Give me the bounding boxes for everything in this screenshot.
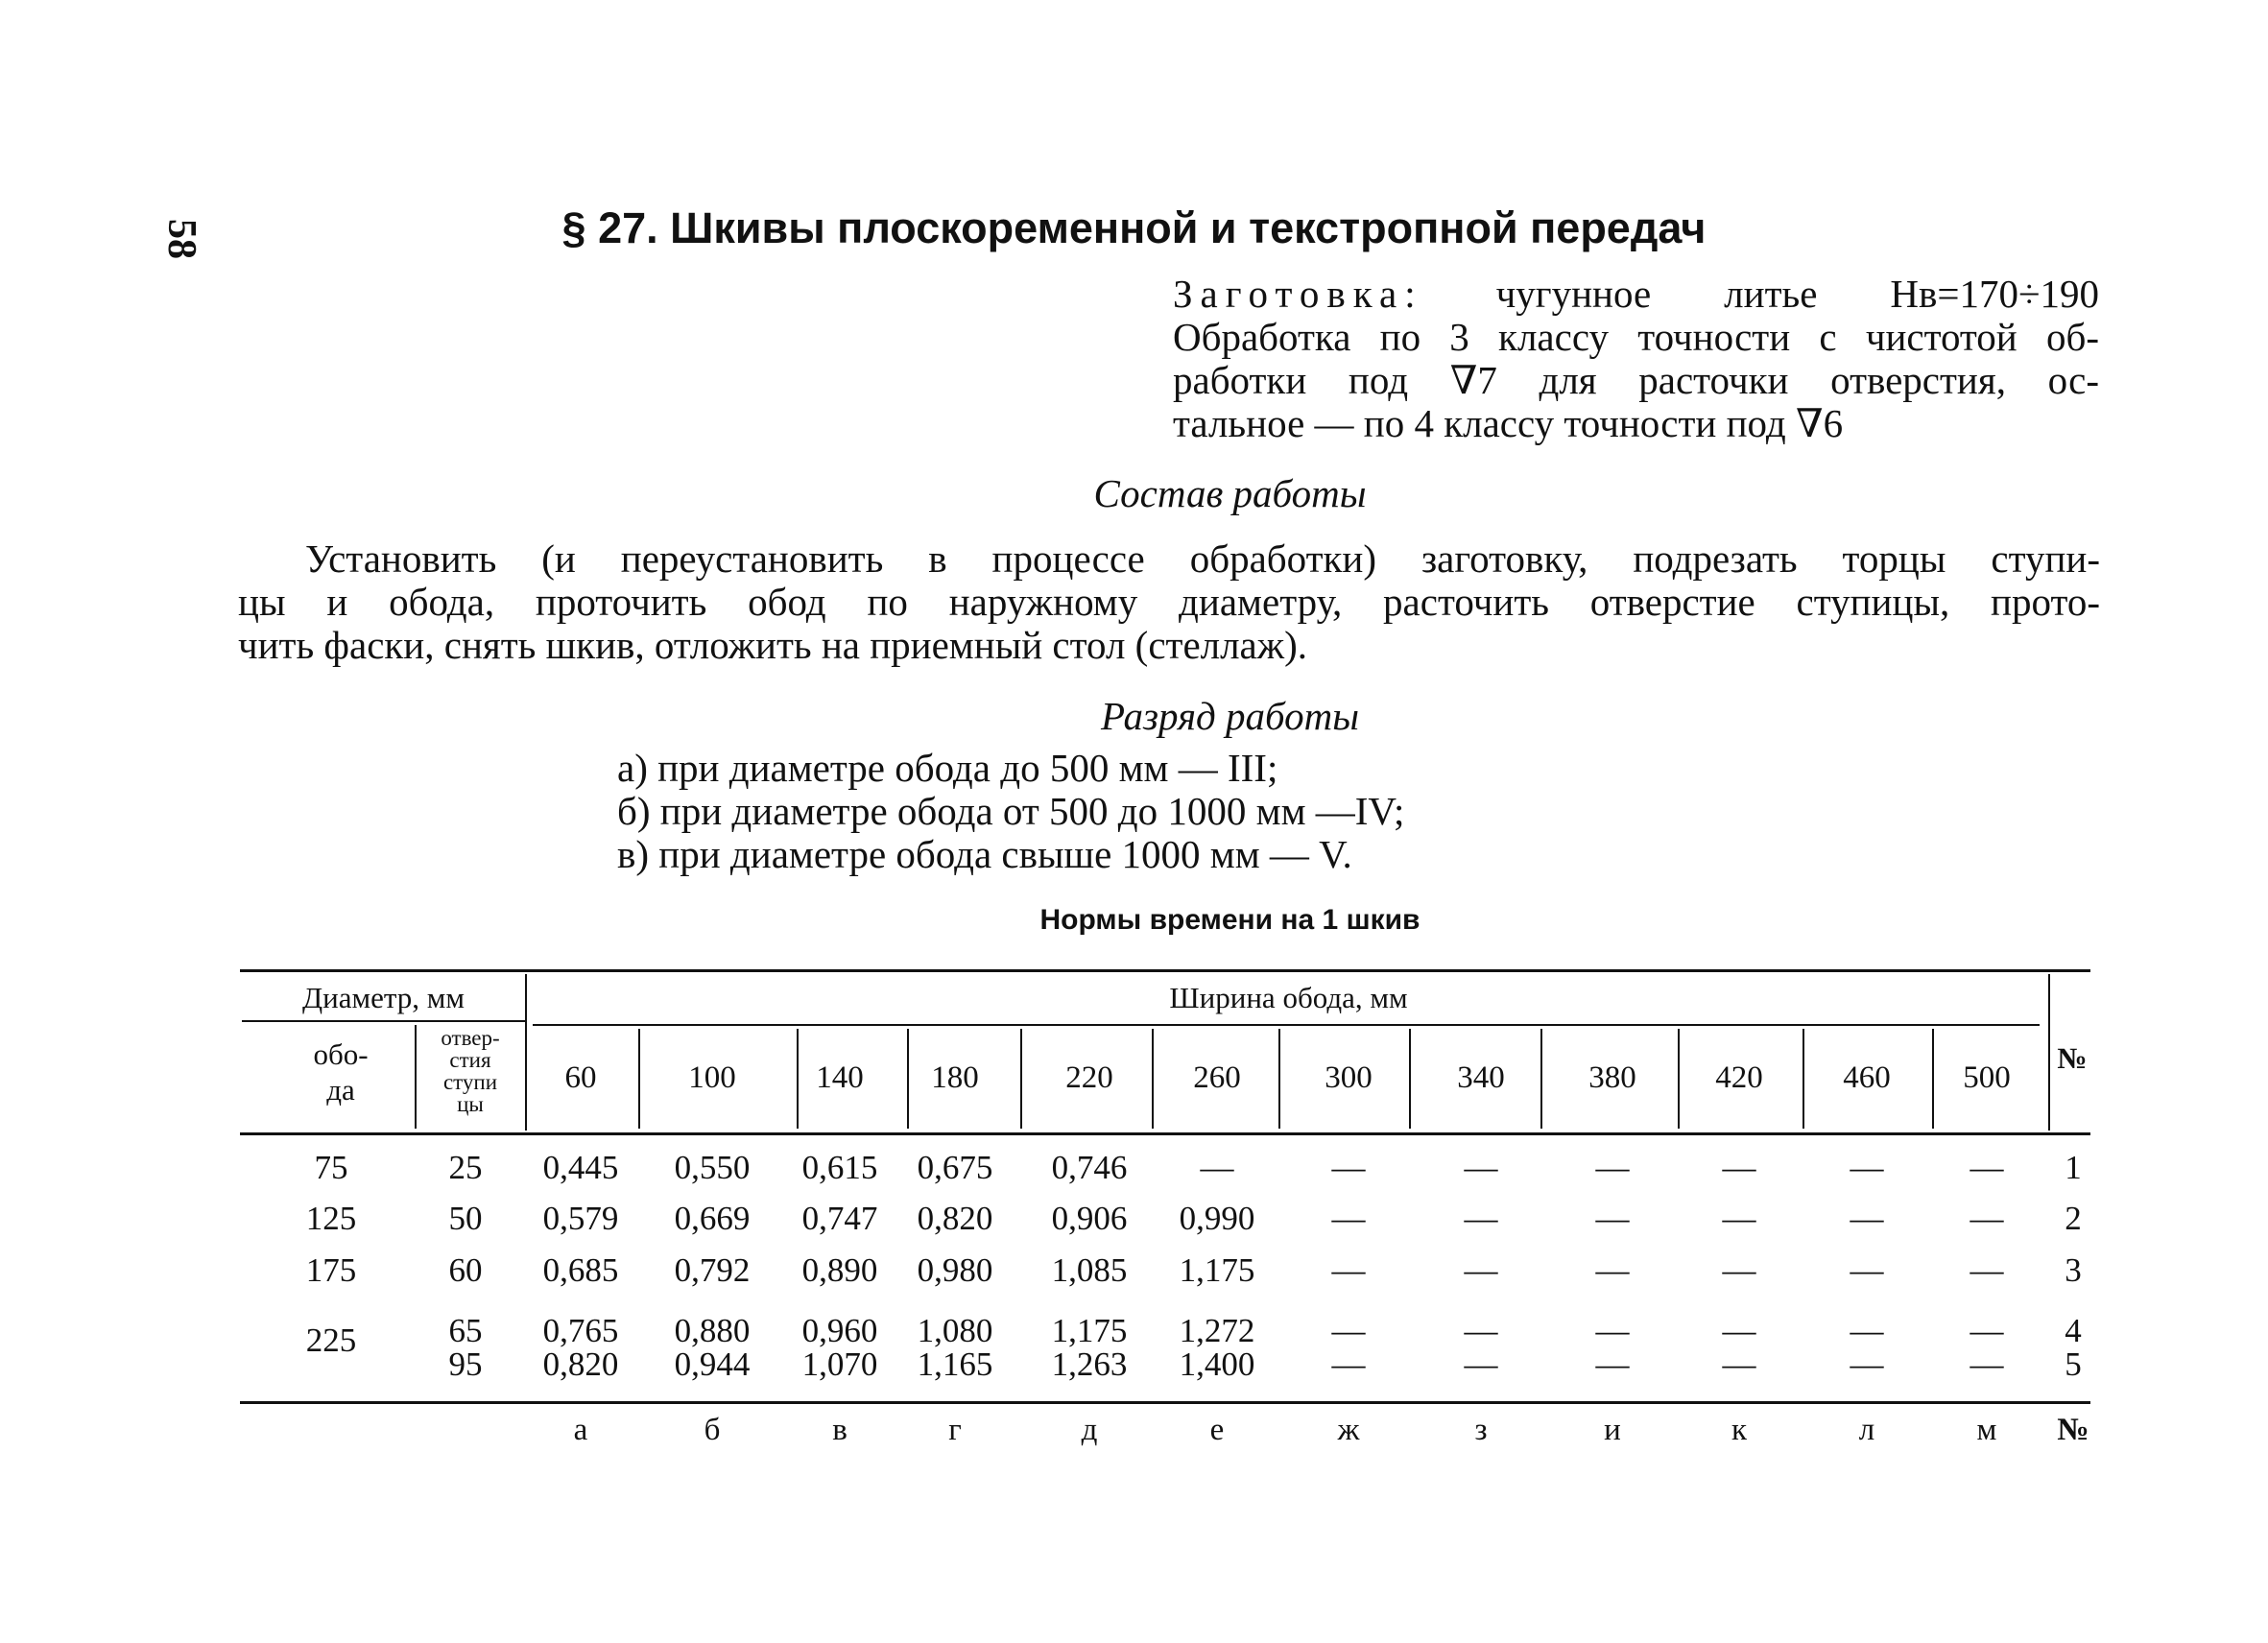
width-col-separator xyxy=(1540,1029,1542,1129)
norm-value: — xyxy=(1331,1149,1366,1186)
page-number: 58 xyxy=(159,219,203,259)
width-col-separator xyxy=(1409,1029,1411,1129)
work-line-1: Установить (и переустановить в процессе обработки) заготовку, подрезать торцы ступи- xyxy=(305,536,2100,581)
row-number: 1 xyxy=(2065,1149,2082,1186)
column-letter: ж xyxy=(1337,1413,1360,1447)
letters-number: № xyxy=(2057,1413,2089,1447)
row-number: 5 xyxy=(2065,1345,2082,1383)
hole-diameter: 65 xyxy=(448,1312,483,1349)
width-col-separator xyxy=(1802,1029,1804,1129)
width-500: 500 xyxy=(1963,1060,2011,1095)
width-140: 140 xyxy=(816,1060,864,1095)
row-number: 3 xyxy=(2065,1251,2082,1289)
norm-value: — xyxy=(1850,1251,1884,1289)
grade-item-a: а) при диаметре обода до 500 мм — III; xyxy=(617,746,1278,790)
rim-diameter: 175 xyxy=(305,1251,357,1289)
norm-value: 0,960 xyxy=(801,1312,878,1349)
norm-value: — xyxy=(1331,1312,1366,1349)
width-460: 460 xyxy=(1843,1060,1891,1095)
norm-value: 0,445 xyxy=(542,1149,619,1186)
width-220: 220 xyxy=(1065,1060,1113,1095)
norm-value: — xyxy=(1970,1149,2004,1186)
norm-value: 0,746 xyxy=(1051,1149,1128,1186)
width-260: 260 xyxy=(1193,1060,1241,1095)
norm-value: 1,272 xyxy=(1179,1312,1255,1349)
hole-header-1: отвер- xyxy=(441,1026,500,1050)
norm-value: — xyxy=(1970,1251,2004,1289)
norm-value: — xyxy=(1331,1345,1366,1383)
width-300: 300 xyxy=(1325,1060,1373,1095)
norm-value: — xyxy=(1970,1312,2004,1349)
norm-value: — xyxy=(1722,1200,1756,1237)
rim-diameter: 225 xyxy=(305,1322,357,1359)
width-col-separator xyxy=(1020,1029,1022,1129)
width-420: 420 xyxy=(1715,1060,1763,1095)
width-60: 60 xyxy=(564,1060,597,1095)
blank-text-1: чугунное литье Нв=170÷190 xyxy=(1495,272,2099,316)
table-title: Нормы времени на 1 шкив xyxy=(1039,904,1420,936)
rim-diameter: 125 xyxy=(305,1200,357,1237)
section-heading: § 27. Шкивы плоскоременной и текстропной передач xyxy=(561,203,1707,252)
norm-value: 0,880 xyxy=(674,1312,751,1349)
norm-value: 0,990 xyxy=(1179,1200,1255,1237)
column-letter: з xyxy=(1474,1413,1488,1447)
column-letter: в xyxy=(832,1413,848,1447)
norm-value: — xyxy=(1722,1149,1756,1186)
column-letter: к xyxy=(1731,1413,1748,1447)
grade-title: Разряд работы xyxy=(1101,694,1359,738)
norm-value: — xyxy=(1464,1251,1498,1289)
column-letter: г xyxy=(948,1413,962,1447)
row-number: 2 xyxy=(2065,1200,2082,1237)
table-top-rule xyxy=(240,969,2090,972)
norm-value: — xyxy=(1200,1149,1234,1186)
hole-diameter: 25 xyxy=(448,1149,483,1186)
norm-value: 0,550 xyxy=(674,1149,751,1186)
row-number: 4 xyxy=(2065,1312,2082,1349)
header-bottom-rule xyxy=(240,1132,2090,1135)
norm-value: 0,669 xyxy=(674,1200,751,1237)
norm-value: 0,820 xyxy=(542,1345,619,1383)
norm-value: 1,175 xyxy=(1051,1312,1128,1349)
width-180: 180 xyxy=(931,1060,979,1095)
norm-value: 0,765 xyxy=(542,1312,619,1349)
norm-value: 0,579 xyxy=(542,1200,619,1237)
norm-value: — xyxy=(1595,1200,1630,1237)
width-340: 340 xyxy=(1457,1060,1505,1095)
rim-diameter: 75 xyxy=(314,1149,348,1186)
width-380: 380 xyxy=(1588,1060,1636,1095)
column-letter: д xyxy=(1081,1413,1098,1447)
norm-value: 0,820 xyxy=(917,1200,993,1237)
number-header: № xyxy=(2057,1041,2088,1075)
norm-value: — xyxy=(1595,1149,1630,1186)
work-line-3: чить фаски, снять шкив, отложить на приемный стол (стеллаж). xyxy=(238,623,1307,667)
hole-diameter: 60 xyxy=(448,1251,483,1289)
norm-value: 1,400 xyxy=(1179,1345,1255,1383)
width-col-separator xyxy=(1278,1029,1280,1129)
width-header: Ширина обода, мм xyxy=(1169,981,1408,1014)
diameter-header: Диаметр, мм xyxy=(301,981,466,1014)
column-letter: м xyxy=(1976,1413,1997,1447)
column-letter: е xyxy=(1209,1413,1225,1447)
hole-header-3: ступи xyxy=(442,1070,498,1094)
width-col-separator xyxy=(907,1029,909,1129)
norm-value: — xyxy=(1595,1312,1630,1349)
norm-value: — xyxy=(1970,1200,2004,1237)
norm-value: 0,890 xyxy=(801,1251,878,1289)
norm-value: — xyxy=(1850,1312,1884,1349)
width-col-separator xyxy=(638,1029,640,1129)
column-letter: а xyxy=(573,1413,588,1447)
norm-value: — xyxy=(1331,1251,1366,1289)
width-col-separator xyxy=(1932,1029,1934,1129)
blank-line-3: работки под ∇7 для расточки отверстия, ос- xyxy=(1173,358,2099,402)
norm-value: 0,675 xyxy=(917,1149,993,1186)
hole-diameter: 50 xyxy=(448,1200,483,1237)
hole-header xyxy=(418,1027,522,1115)
norm-value: 1,080 xyxy=(917,1312,993,1349)
norm-value: — xyxy=(1464,1345,1498,1383)
norm-value: — xyxy=(1722,1345,1756,1383)
diameter-header-rule xyxy=(242,1020,525,1022)
norm-value: 1,165 xyxy=(917,1345,993,1383)
rim-header: обо- да xyxy=(313,1037,369,1107)
blank-label: Заготовка: xyxy=(1173,272,1423,316)
norm-value: — xyxy=(1722,1251,1756,1289)
blank-line-4: тальное — по 4 классу точности под ∇6 xyxy=(1173,401,1844,445)
norm-value: 0,792 xyxy=(674,1251,751,1289)
blank-line-2: Обработка по 3 классу точности с чистотой об- xyxy=(1173,315,2099,359)
norm-value: — xyxy=(1850,1345,1884,1383)
vrule-diameter xyxy=(525,974,527,1131)
work-line-2: цы и обода, проточить обод по наружному диаметру, расточить отверстие ступицы, прото- xyxy=(238,580,2100,624)
norm-value: 1,175 xyxy=(1179,1251,1255,1289)
norm-value: 0,747 xyxy=(801,1200,878,1237)
norm-value: — xyxy=(1850,1200,1884,1237)
column-letter: б xyxy=(704,1413,721,1447)
norm-value: — xyxy=(1595,1251,1630,1289)
width-header-rule xyxy=(533,1024,2040,1026)
norm-value: — xyxy=(1970,1345,2004,1383)
width-col-separator xyxy=(1678,1029,1680,1129)
grade-item-c: в) при диаметре обода свыше 1000 мм — V. xyxy=(617,832,1352,876)
norm-value: — xyxy=(1850,1149,1884,1186)
norm-value: 0,944 xyxy=(674,1345,751,1383)
vrule-rim-hole xyxy=(415,1025,417,1129)
width-col-separator xyxy=(1152,1029,1154,1129)
table-bottom-rule xyxy=(240,1401,2090,1404)
norm-value: 1,263 xyxy=(1051,1345,1128,1383)
column-letter: и xyxy=(1604,1413,1621,1447)
norm-value: — xyxy=(1331,1200,1366,1237)
norm-value: 0,615 xyxy=(801,1149,878,1186)
hole-header-2: стия xyxy=(449,1048,491,1072)
norm-value: — xyxy=(1595,1345,1630,1383)
norm-value: 1,085 xyxy=(1051,1251,1128,1289)
grade-item-b: б) при диаметре обода от 500 до 1000 мм —IV; xyxy=(617,789,1405,833)
norm-value: — xyxy=(1464,1200,1498,1237)
width-col-separator xyxy=(797,1029,799,1129)
norm-value: — xyxy=(1464,1312,1498,1349)
width-100: 100 xyxy=(688,1060,736,1095)
hole-diameter: 95 xyxy=(448,1345,483,1383)
hole-header-4: цы xyxy=(457,1092,484,1116)
work-title: Состав работы xyxy=(1093,471,1367,515)
column-letter: л xyxy=(1858,1413,1875,1447)
norm-value: — xyxy=(1464,1149,1498,1186)
norm-value: 0,980 xyxy=(917,1251,993,1289)
norm-value: — xyxy=(1722,1312,1756,1349)
norm-value: 0,685 xyxy=(542,1251,619,1289)
norm-value: 0,906 xyxy=(1051,1200,1128,1237)
norm-value: 1,070 xyxy=(801,1345,878,1383)
